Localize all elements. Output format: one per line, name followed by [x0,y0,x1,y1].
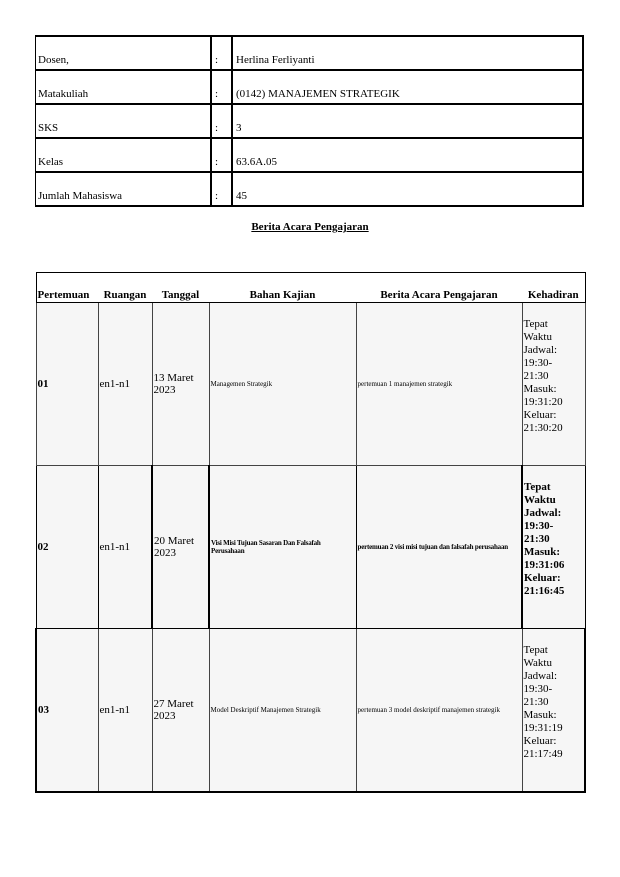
attendance-line: 19:31:06 [524,559,565,571]
cell-berita-acara: pertemuan 2 visi misi tujuan dan falsafah perusahaan [356,466,522,629]
info-label: SKS [36,104,212,138]
info-row-matakuliah [36,70,584,104]
cell-kehadiran [522,303,585,466]
info-value: 45 [232,172,583,206]
attendance-line: 21:16:45 [524,585,565,597]
cell-ruangan: en1-n1 [98,466,152,629]
info-row-jumlah-mahasiswa [36,172,584,206]
attendance-line: Jadwal: [523,344,558,356]
cell-tanggal: 13 Maret 2023 [152,303,209,466]
cell-tanggal: 27 Maret 2023 [152,629,209,793]
attendance-line: 19:31:20 [523,396,563,408]
attendance-line: 21:30 [523,696,549,708]
attendance-line: Keluar: [524,572,561,584]
attendance-line: Jadwal: [524,507,562,519]
header-tanggal: Tanggal [152,273,209,303]
cell-kehadiran [522,466,585,629]
info-value: (0142) MANAJEMEN STRATEGIK [232,70,583,104]
header-pertemuan: Pertemuan [36,273,98,303]
attendance-line: Waktu [523,657,552,669]
cell-bahan-kajian: Model Deskriptif Manajemen Strategik [209,629,356,793]
attendance-line: Tepat [523,318,548,330]
attendance-line: 21:17:49 [523,748,563,760]
attendance-line: 21:30 [523,370,549,382]
section-title: Berita Acara Pengajaran [251,221,369,233]
cell-pertemuan: 03 [36,629,98,793]
cell-tanggal: 20 Maret 2023 [152,466,209,629]
attendance-line: Tepat [523,644,548,656]
info-value: Herlina Ferliyanti [232,36,583,70]
course-info-table [35,35,584,207]
info-colon: : [211,36,232,70]
attendance-line: 21:30:20 [523,422,563,434]
attendance-line: Keluar: [523,409,557,421]
table-row [36,629,585,793]
header-kehadiran: Kehadiran [522,273,585,303]
cell-ruangan: en1-n1 [98,303,152,466]
attendance-line: 19:30- [523,357,553,369]
info-value: 63.6A.05 [232,138,583,172]
attendance-line: 19:30- [524,520,554,532]
info-label: Kelas [36,138,212,172]
table-row [36,303,585,466]
info-colon: : [211,172,232,206]
attendance-line: 21:30 [524,533,550,545]
cell-ruangan: en1-n1 [98,629,152,793]
info-label: Jumlah Mahasiswa [36,172,212,206]
table-header-row [36,273,585,303]
header-berita-acara: Berita Acara Pengajaran [356,273,522,303]
cell-pertemuan: 01 [36,303,98,466]
attendance-line: 19:30- [523,683,553,695]
teaching-record-table [35,272,586,793]
cell-bahan-kajian: Visi Misi Tujuan Sasaran Dan Falsafah Perusahaan [209,466,356,629]
header-bahan-kajian: Bahan Kajian [209,273,356,303]
attendance-line: Tepat [524,481,551,493]
header-ruangan: Ruangan [98,273,152,303]
info-row-kelas [36,138,584,172]
info-value: 3 [232,104,583,138]
info-colon: : [211,138,232,172]
cell-bahan-kajian: Managemen Strategik [209,303,356,466]
cell-berita-acara: pertemuan 3 model deskriptif manajemen strategik [356,629,522,793]
table-row [36,466,585,629]
attendance-line: Masuk: [523,383,557,395]
attendance-line: Keluar: [523,735,557,747]
attendance-line: Masuk: [523,709,557,721]
attendance-line: Jadwal: [523,670,558,682]
info-colon: : [211,70,232,104]
info-label: Matakuliah [36,70,212,104]
cell-berita-acara: pertemuan 1 manajemen strategik [356,303,522,466]
attendance-line: Waktu [523,331,552,343]
cell-pertemuan: 02 [36,466,98,629]
attendance-line: Masuk: [524,546,561,558]
info-label: Dosen, [36,36,212,70]
attendance-line: Waktu [524,494,556,506]
attendance-line: 19:31:19 [523,722,563,734]
info-colon: : [211,104,232,138]
info-row-sks [36,104,584,138]
info-row-dosen [36,36,584,70]
cell-kehadiran [522,629,585,793]
